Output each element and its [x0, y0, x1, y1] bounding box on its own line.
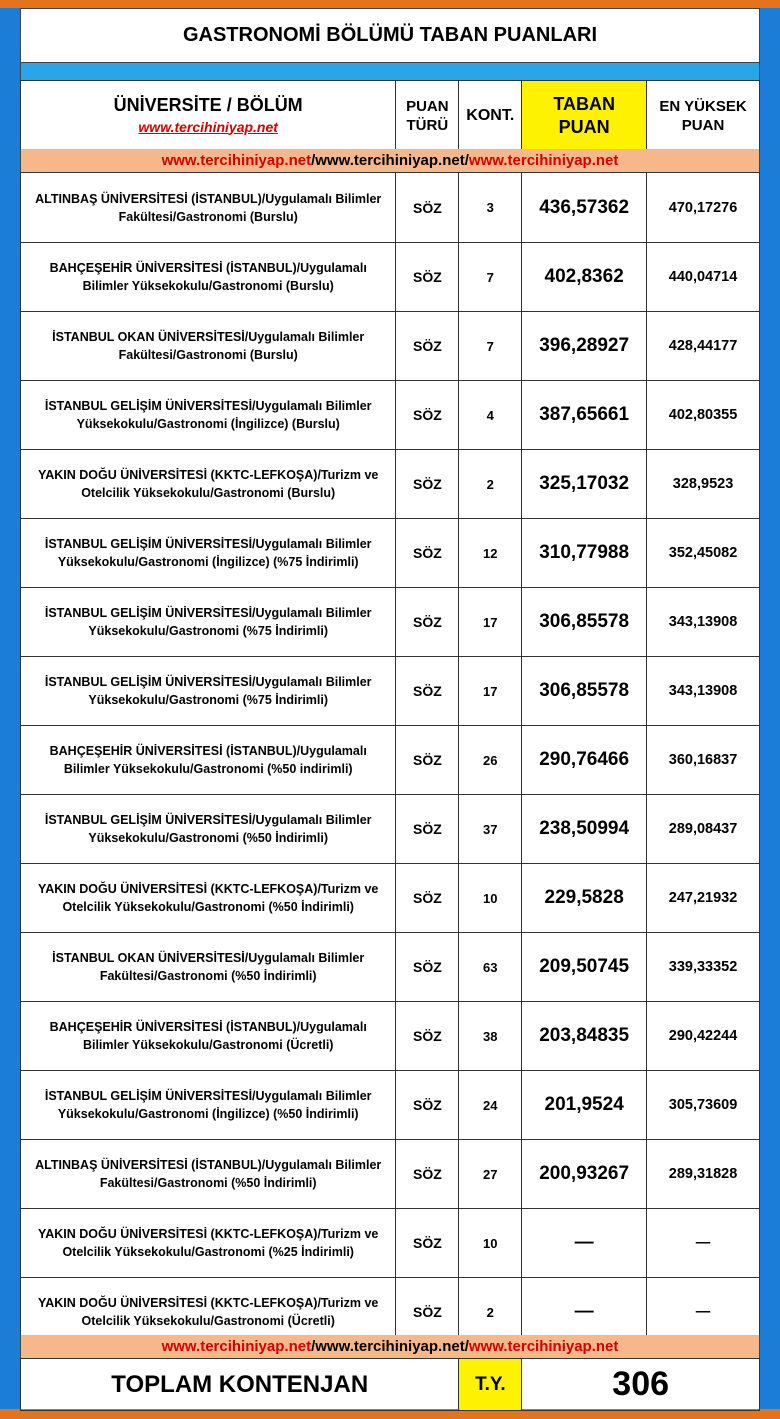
row-en-yuksek-puan: 289,31828 — [647, 1140, 760, 1209]
row-taban-puan: 402,8362 — [522, 243, 647, 312]
header-university — [21, 81, 396, 151]
row-taban-puan: 290,76466 — [522, 726, 647, 795]
row-puan-turu: SÖZ — [396, 588, 459, 657]
row-kontenjan: 26 — [459, 726, 522, 795]
table-row — [21, 450, 760, 519]
banner-separator: / — [464, 1338, 469, 1355]
row-en-yuksek-puan: 247,21932 — [647, 864, 760, 933]
row-puan-turu: SÖZ — [396, 243, 459, 312]
footer-total-label: TOPLAM KONTENJAN — [21, 1359, 459, 1411]
row-en-yuksek-puan: 290,42244 — [647, 1002, 760, 1071]
row-kontenjan: 10 — [459, 1209, 522, 1278]
row-en-yuksek-puan: 328,9523 — [647, 450, 760, 519]
row-puan-turu: SÖZ — [396, 657, 459, 726]
row-en-yuksek-puan: 440,04714 — [647, 243, 760, 312]
banner-separator: / — [311, 1338, 316, 1355]
row-puan-turu: SÖZ — [396, 1209, 459, 1278]
header-kont: KONT. — [459, 81, 522, 151]
row-kontenjan: 63 — [459, 933, 522, 1002]
row-name: BAHÇEŞEHİR ÜNİVERSİTESİ (İSTANBUL)/Uygulamalı Bilimler Yüksekokulu/Gastronomi (Burslu) — [21, 243, 396, 312]
score-sheet — [20, 8, 760, 1409]
banner-link[interactable]: www.tercihiniyap.net — [468, 1338, 619, 1355]
banner-separator: / — [464, 152, 469, 169]
score-table — [20, 172, 760, 1347]
row-taban-puan: 396,28927 — [522, 312, 647, 381]
row-kontenjan: 7 — [459, 312, 522, 381]
row-puan-turu: SÖZ — [396, 1002, 459, 1071]
row-taban-puan: 306,85578 — [522, 657, 647, 726]
row-name: İSTANBUL GELİŞİM ÜNİVERSİTESİ/Uygulamalı Bilimler Yüksekokulu/Gastronomi (İngilizce) (%50 İndirimli) — [21, 1071, 396, 1140]
row-kontenjan: 24 — [459, 1071, 522, 1140]
banner-link[interactable]: www.tercihiniyap.net — [161, 1338, 312, 1355]
row-name: ALTINBAŞ ÜNİVERSİTESİ (İSTANBUL)/Uygulamalı Bilimler Fakültesi/Gastronomi (Burslu) — [21, 173, 396, 243]
row-puan-turu: SÖZ — [396, 726, 459, 795]
row-taban-puan: 209,50745 — [522, 933, 647, 1002]
row-puan-turu: SÖZ — [396, 795, 459, 864]
row-puan-turu: SÖZ — [396, 864, 459, 933]
row-name: İSTANBUL OKAN ÜNİVERSİTESİ/Uygulamalı Bilimler Fakültesi/Gastronomi (%50 İndirimli) — [21, 933, 396, 1002]
row-name: İSTANBUL GELİŞİM ÜNİVERSİTESİ/Uygulamalı Bilimler Yüksekokulu/Gastronomi (İngilizce) (%75 İndirimli) — [21, 519, 396, 588]
row-name: İSTANBUL OKAN ÜNİVERSİTESİ/Uygulamalı Bilimler Fakültesi/Gastronomi (Burslu) — [21, 312, 396, 381]
row-name: YAKIN DOĞU ÜNİVERSİTESİ (KKTC-LEFKOŞA)/Turizm ve Otelcilik Yüksekokulu/Gastronomi (%50 İndirimli) — [21, 864, 396, 933]
row-name: YAKIN DOĞU ÜNİVERSİTESİ (KKTC-LEFKOŞA)/Turizm ve Otelcilik Yüksekokulu/Gastronomi (Burslu) — [21, 450, 396, 519]
row-name: ALTINBAŞ ÜNİVERSİTESİ (İSTANBUL)/Uygulamalı Bilimler Fakültesi/Gastronomi (%50 İndirimli) — [21, 1140, 396, 1209]
banner-link[interactable]: www.tercihiniyap.net — [468, 152, 619, 169]
row-taban-puan: 200,93267 — [522, 1140, 647, 1209]
row-en-yuksek-puan: 343,13908 — [647, 657, 760, 726]
table-row — [21, 1209, 760, 1278]
row-en-yuksek-puan: 470,17276 — [647, 173, 760, 243]
row-taban-puan: 229,5828 — [522, 864, 647, 933]
row-kontenjan: 7 — [459, 243, 522, 312]
header-puan-label: PUAN — [406, 97, 449, 115]
header-en-yuksek — [647, 81, 760, 151]
row-en-yuksek-puan: 352,45082 — [647, 519, 760, 588]
table-row — [21, 864, 760, 933]
row-taban-puan: 201,9524 — [522, 1071, 647, 1140]
header-taban-puan — [522, 81, 647, 151]
row-taban-puan: 436,57362 — [522, 173, 647, 243]
footer-row — [20, 1358, 760, 1411]
row-name: BAHÇEŞEHİR ÜNİVERSİTESİ (İSTANBUL)/Uygulamalı Bilimler Yüksekokulu/Gastronomi (Ücretli) — [21, 1002, 396, 1071]
row-en-yuksek-puan: 343,13908 — [647, 588, 760, 657]
row-en-yuksek-puan: — — [647, 1209, 760, 1278]
row-puan-turu: SÖZ — [396, 381, 459, 450]
row-taban-puan: 387,65661 — [522, 381, 647, 450]
row-en-yuksek-puan: 360,16837 — [647, 726, 760, 795]
row-kontenjan: 10 — [459, 864, 522, 933]
header-taban-puan-label: PUAN — [558, 116, 610, 137]
row-kontenjan: 38 — [459, 1002, 522, 1071]
row-puan-turu: SÖZ — [396, 1140, 459, 1209]
table-row — [21, 519, 760, 588]
table-row — [21, 1140, 760, 1209]
footer-total-value: 306 — [522, 1359, 760, 1411]
header-row — [20, 80, 760, 151]
row-kontenjan: 2 — [459, 1278, 522, 1347]
header-puan-turu — [396, 81, 459, 151]
banner-link[interactable]: www.tercihiniyap.net — [161, 152, 312, 169]
row-taban-puan: 310,77988 — [522, 519, 647, 588]
table-row — [21, 726, 760, 795]
row-taban-puan: — — [522, 1209, 647, 1278]
table-row — [21, 1002, 760, 1071]
row-name: İSTANBUL GELİŞİM ÜNİVERSİTESİ/Uygulamalı Bilimler Yüksekokulu/Gastronomi (%50 İndirimli) — [21, 795, 396, 864]
row-kontenjan: 17 — [459, 588, 522, 657]
header-en-yuksek-label: EN YÜKSEK — [659, 97, 747, 115]
row-en-yuksek-puan: 305,73609 — [647, 1071, 760, 1140]
row-en-yuksek-puan: 402,80355 — [647, 381, 760, 450]
table-row — [21, 243, 760, 312]
table-row — [21, 381, 760, 450]
table-row — [21, 312, 760, 381]
site-banner-top — [20, 149, 760, 172]
row-kontenjan: 37 — [459, 795, 522, 864]
row-name: İSTANBUL GELİŞİM ÜNİVERSİTESİ/Uygulamalı Bilimler Yüksekokulu/Gastronomi (%75 İndirimli) — [21, 588, 396, 657]
row-kontenjan: 17 — [459, 657, 522, 726]
table-row — [21, 173, 760, 243]
row-taban-puan: — — [522, 1278, 647, 1347]
row-en-yuksek-puan: 339,33352 — [647, 933, 760, 1002]
row-name: YAKIN DOĞU ÜNİVERSİTESİ (KKTC-LEFKOŞA)/Turizm ve Otelcilik Yüksekokulu/Gastronomi (Ücretli) — [21, 1278, 396, 1347]
row-kontenjan: 27 — [459, 1140, 522, 1209]
banner-link[interactable]: www.tercihiniyap.net — [315, 152, 465, 169]
row-puan-turu: SÖZ — [396, 1278, 459, 1347]
row-kontenjan: 2 — [459, 450, 522, 519]
banner-link[interactable]: www.tercihiniyap.net — [315, 1338, 465, 1355]
row-name: BAHÇEŞEHİR ÜNİVERSİTESİ (İSTANBUL)/Uygulamalı Bilimler Yüksekokulu/Gastronomi (%50 indirimli) — [21, 726, 396, 795]
table-row — [21, 588, 760, 657]
header-turu-label: TÜRÜ — [406, 116, 449, 134]
row-en-yuksek-puan: 428,44177 — [647, 312, 760, 381]
row-taban-puan: 203,84835 — [522, 1002, 647, 1071]
row-en-yuksek-puan: — — [647, 1278, 760, 1347]
header-university-label: ÜNİVERSİTE / BÖLÜM — [113, 94, 303, 115]
row-puan-turu: SÖZ — [396, 1071, 459, 1140]
table-row — [21, 795, 760, 864]
row-taban-puan: 238,50994 — [522, 795, 647, 864]
table-row — [21, 1071, 760, 1140]
row-taban-puan: 325,17032 — [522, 450, 647, 519]
row-name: İSTANBUL GELİŞİM ÜNİVERSİTESİ/Uygulamalı Bilimler Yüksekokulu/Gastronomi (%75 İndirimli) — [21, 657, 396, 726]
page-title: GASTRONOMİ BÖLÜMÜ TABAN PUANLARI — [20, 8, 760, 63]
row-puan-turu: SÖZ — [396, 173, 459, 243]
row-puan-turu: SÖZ — [396, 519, 459, 588]
header-en-yuksek-puan-label: PUAN — [681, 116, 725, 134]
banner-separator: / — [311, 152, 316, 169]
header-taban-label: TABAN — [553, 93, 615, 114]
row-puan-turu: SÖZ — [396, 312, 459, 381]
row-name: İSTANBUL GELİŞİM ÜNİVERSİTESİ/Uygulamalı Bilimler Yüksekokulu/Gastronomi (İngilizce) (Burslu) — [21, 381, 396, 450]
row-puan-turu: SÖZ — [396, 933, 459, 1002]
title-divider — [20, 63, 760, 80]
row-kontenjan: 4 — [459, 381, 522, 450]
row-puan-turu: SÖZ — [396, 450, 459, 519]
table-row — [21, 657, 760, 726]
row-kontenjan: 3 — [459, 173, 522, 243]
row-taban-puan: 306,85578 — [522, 588, 647, 657]
site-banner-bottom — [20, 1335, 760, 1358]
footer-ty-label: T.Y. — [459, 1359, 522, 1411]
row-kontenjan: 12 — [459, 519, 522, 588]
row-en-yuksek-puan: 289,08437 — [647, 795, 760, 864]
row-name: YAKIN DOĞU ÜNİVERSİTESİ (KKTC-LEFKOŞA)/Turizm ve Otelcilik Yüksekokulu/Gastronomi (%25 İndirimli) — [21, 1209, 396, 1278]
table-row — [21, 933, 760, 1002]
header-site-link[interactable]: www.tercihiniyap.net — [138, 118, 278, 135]
